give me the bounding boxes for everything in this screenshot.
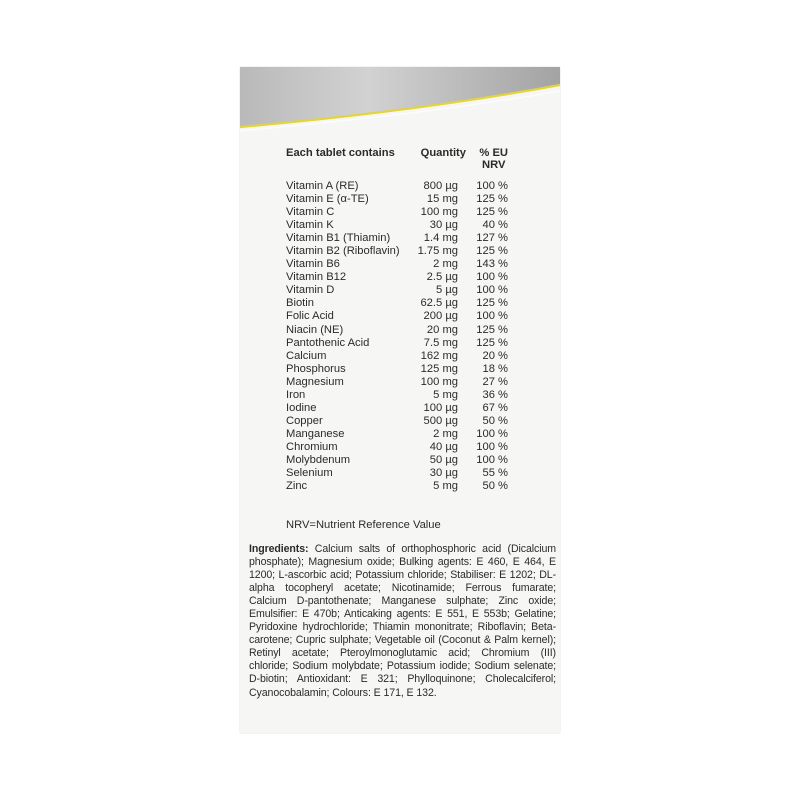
nutrient-nrv: 100 % [476,440,508,453]
table-row [286,297,522,310]
nutrient-name: Pantothenic Acid [286,336,370,349]
nutrient-quantity: 30 µg [429,219,458,232]
table-row [286,428,522,441]
nutrient-quantity: 800 µg [423,180,458,192]
header-nrv [466,147,508,171]
nutrient-quantity: 2 mg [433,258,458,271]
nutrient-name: Iodine [286,401,317,414]
nutrient-nrv: 100 % [476,284,508,297]
header-quantity: Quantity [420,147,466,159]
nutrient-quantity: 5 mg [433,480,458,493]
nutrient-name: Vitamin C [286,206,335,219]
nutrient-name: Vitamin A (RE) [286,180,359,192]
table-header [286,147,522,171]
nutrient-quantity: 162 mg [420,349,458,362]
nutrient-nrv: 20 % [482,349,508,362]
nutrient-name: Vitamin E (α-TE) [286,193,369,206]
nutrient-quantity: 2 mg [433,427,458,440]
nutrient-quantity: 1.4 mg [423,232,458,245]
ingredients-paragraph [249,543,556,700]
nutrient-nrv: 67 % [482,401,508,414]
nutrient-nrv: 125 % [476,336,508,349]
table-row [286,232,522,245]
table-row [286,376,522,389]
table-row [286,402,522,415]
nutrient-nrv: 18 % [482,362,508,375]
table-row [286,271,522,284]
nutrient-nrv: 125 % [476,297,508,310]
nutrition-label-panel [240,67,560,733]
nutrient-nrv: 125 % [476,323,508,336]
ingredients-text: Calcium salts of orthophosphoric acid (Dicalcium phosphate); Magnesium oxide; Bulking agents: E 460, E 464, E 1200; L-ascorbic acid; Potassium chloride; Stabiliser: E 1202; DL-alpha tocopheryl acetate; Nicotinamide; Ferrous fumarate; Calcium D-pantothenate; Manganese sulphate; Zinc oxide; Emulsifier: E 470b; Anticaking agents: E 551, E 553b; Gelatine; Pyridoxine hydrochloride; Thiamin mononitrate; Riboflavin; Beta-carotene; Cupric sulphate; Vegetable oil (Coconut & Palm kernel); Retinyl acetate; Pteroylmonoglutamic acid; Chromium (III) chloride; Sodium molybdate; Potassium iodide; Sodium selenate; D-biotin; Antioxidant: E 321; Phylloquinone; Cholecalciferol; Cyanocobalamin; Colours: E 171, E 132. [249,543,556,699]
table-row [286,310,522,323]
nutrient-quantity: 20 mg [426,323,458,336]
nutrient-quantity: 100 µg [423,401,458,414]
nutrient-name: Vitamin B12 [286,271,347,284]
nutrient-quantity: 2.5 µg [426,271,458,284]
header-nrv-line2: NRV [481,159,506,171]
nutrient-nrv: 125 % [476,193,508,206]
nutrient-nrv: 55 % [482,467,508,480]
nutrient-quantity: 30 µg [429,467,458,480]
table-row [286,180,522,193]
nutrient-nrv: 50 % [482,414,508,427]
nutrient-nrv: 40 % [482,219,508,232]
nutrient-quantity: 100 mg [420,375,458,388]
nutrient-nrv: 100 % [476,271,508,284]
nutrient-name: Phosphorus [286,362,346,375]
table-row [286,415,522,428]
table-row [286,245,522,258]
table-row [286,284,522,297]
nutrient-name: Iron [286,388,306,401]
nutrient-quantity: 50 µg [429,453,458,466]
nutrient-name: Folic Acid [286,310,334,323]
nutrient-name: Selenium [286,467,333,480]
nutrient-nrv: 125 % [476,206,508,219]
nutrient-name: Copper [286,414,323,427]
header-band [240,67,560,149]
table-row [286,454,522,467]
nutrient-name: Vitamin B6 [286,258,340,271]
swoosh-decoration [240,67,560,149]
nutrient-quantity: 500 µg [423,414,458,427]
nutrient-quantity: 1.75 mg [417,245,458,258]
table-row [286,219,522,232]
nutrient-quantity: 62.5 µg [420,297,458,310]
table-row [286,350,522,363]
nutrient-nrv: 100 % [476,427,508,440]
nutrient-name: Molybdenum [286,453,351,466]
nutrient-nrv: 50 % [482,480,508,493]
nutrient-nrv: 36 % [482,388,508,401]
nutrient-quantity: 5 mg [433,388,458,401]
nutrient-name: Vitamin B1 (Thiamin) [286,232,391,245]
nutrient-quantity: 200 µg [423,310,458,323]
nutrient-nrv: 100 % [476,453,508,466]
table-row [286,337,522,350]
table-row [286,480,522,493]
nutrient-name: Manganese [286,427,345,440]
nutrient-nrv: 125 % [476,245,508,258]
table-body [286,180,522,493]
ingredients-label: Ingredients: [249,543,309,555]
nutrient-quantity: 125 mg [420,362,458,375]
nutrient-name: Chromium [286,440,338,453]
nutrient-name: Magnesium [286,375,344,388]
nutrient-name: Vitamin B2 (Riboflavin) [286,245,400,258]
table-row [286,206,522,219]
nutrient-name: Zinc [286,480,308,493]
nutrient-name: Biotin [286,297,314,310]
nutrient-nrv: 143 % [476,258,508,271]
table-row [286,441,522,454]
header-nrv-line1: % EU [479,147,508,159]
nutrient-name: Niacin (NE) [286,323,344,336]
nutrient-quantity: 40 µg [429,440,458,453]
table-row [286,389,522,402]
header-each-tablet: Each tablet contains [286,147,395,159]
nutrient-quantity: 15 mg [426,193,458,206]
table-row [286,258,522,271]
table-row [286,193,522,206]
nutrient-quantity: 5 µg [436,284,458,297]
nutrient-nrv: 27 % [482,375,508,388]
nutrient-quantity: 7.5 mg [423,336,458,349]
nutrient-nrv: 100 % [476,180,508,192]
nutrient-name: Vitamin D [286,284,335,297]
nutrient-name: Vitamin K [286,219,334,232]
nutrition-table [286,147,522,493]
nrv-footnote: NRV=Nutrient Reference Value [286,519,441,531]
nutrient-quantity: 100 mg [420,206,458,219]
nutrient-name: Calcium [286,349,327,362]
table-row [286,467,522,480]
nutrient-nrv: 127 % [476,232,508,245]
table-row [286,324,522,337]
nutrient-nrv: 100 % [476,310,508,323]
table-row [286,363,522,376]
